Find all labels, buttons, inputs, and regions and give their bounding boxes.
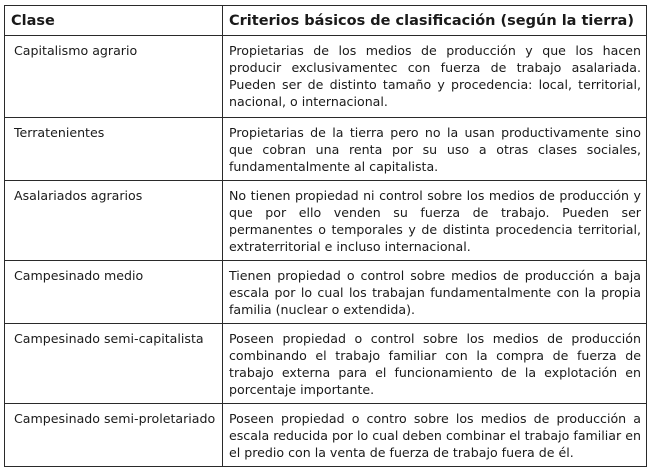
table-row: [5, 118, 647, 181]
row-criteria: Propietarias de los medios de producción y que los hacen producir exclusivamentec con fuerza de trabajo asalariada. Pueden ser de distinto tamaño y procedencia: local, territorial, nacional, o internacional.: [223, 36, 647, 118]
header-criterios: Criterios básicos de clasificación (según la tierra): [223, 6, 647, 36]
class-criteria-table: [4, 5, 647, 467]
table-row: [5, 181, 647, 261]
row-criteria: Tienen propiedad o control sobre medios de producción a baja escala por lo cual los trabajan fundamentalmente con la propia familia (nuclear o extendida).: [223, 261, 647, 324]
row-criteria: Poseen propiedad o contro sobre los medios de producción a escala reducida por lo cual deben combinar el trabajo familiar en el predio con la venta de fuerza de trabajo fuera de él.: [223, 404, 647, 467]
table-row: [5, 404, 647, 467]
table-header-row: [5, 6, 647, 36]
row-criteria: Propietarias de la tierra pero no la usan productivamente sino que cobran una renta por su uso a otras clases sociales, fundamentalmente al capitalista.: [223, 118, 647, 181]
header-clase: Clase: [5, 6, 223, 36]
row-class-name: Asalariados agrarios: [5, 181, 223, 261]
table-row: [5, 36, 647, 118]
row-criteria: Poseen propiedad o control sobre los medios de producción combinando el trabajo familiar con la compra de fuerza de trabajo externa para el funcionamiento de la explotación en porcentaje importante.: [223, 324, 647, 404]
table-row: [5, 324, 647, 404]
row-class-name: Terratenientes: [5, 118, 223, 181]
row-class-name: Campesinado semi-proletariado: [5, 404, 223, 467]
row-class-name: Capitalismo agrario: [5, 36, 223, 118]
row-class-name: Campesinado medio: [5, 261, 223, 324]
row-class-name: Campesinado semi-capitalista: [5, 324, 223, 404]
row-criteria: No tienen propiedad ni control sobre los medios de producción y que por ello venden su fuerza de trabajo. Pueden ser permanentes o temporales y de distinta procedencia territorial, extraterritorial e incluso internacional.: [223, 181, 647, 261]
cropped-text-above-table: [232, 0, 647, 3]
table-row: [5, 261, 647, 324]
